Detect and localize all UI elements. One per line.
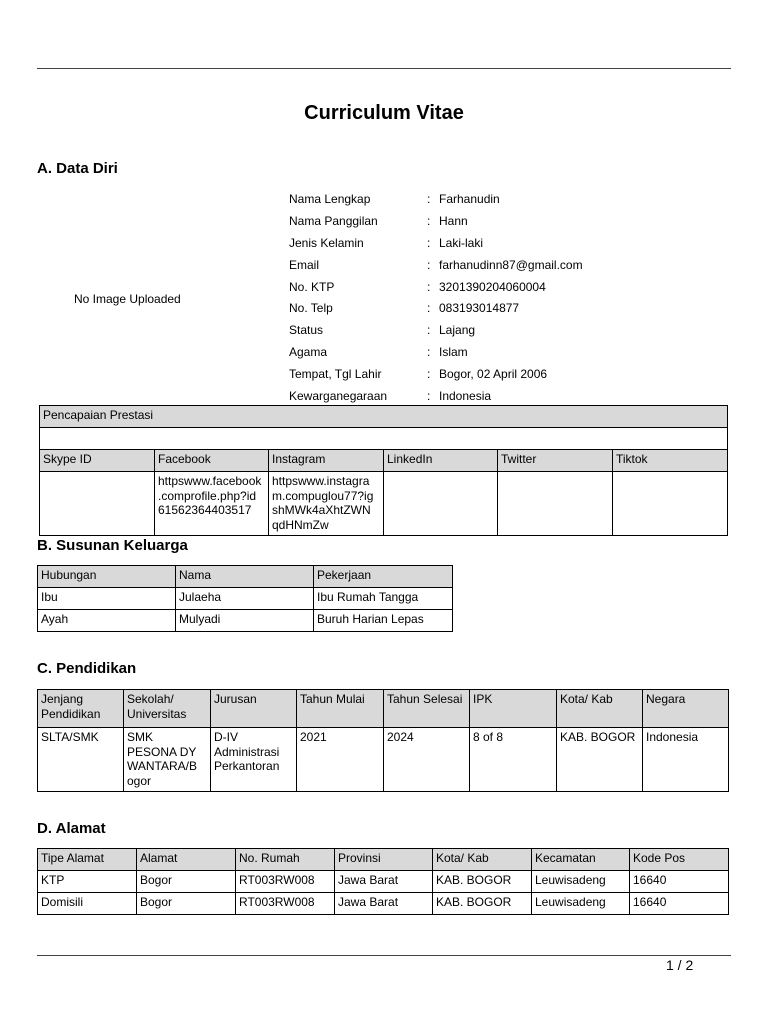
social-value-tiktok xyxy=(613,472,728,536)
info-value: Bogor, 02 April 2006 xyxy=(439,367,548,382)
social-header-linkedin: LinkedIn xyxy=(384,450,498,472)
info-label: Status xyxy=(289,323,324,338)
info-separator: : xyxy=(427,388,431,403)
table-cell: Leuwisadeng xyxy=(532,871,630,893)
table-cell: Bogor xyxy=(137,871,236,893)
personal-info-list xyxy=(289,188,729,407)
table-cell: Ibu Rumah Tangga xyxy=(314,588,453,610)
social-value-facebook: httpswww.facebook .comprofile.php?id 61562364403517 xyxy=(155,472,269,536)
info-row-status xyxy=(289,319,729,341)
keluarga-header-hubungan: Hubungan xyxy=(38,566,176,588)
table-cell: Leuwisadeng xyxy=(532,893,630,915)
bottom-divider xyxy=(37,955,731,956)
info-separator: : xyxy=(427,213,431,228)
table-row xyxy=(38,871,729,893)
info-separator: : xyxy=(427,345,431,360)
table-cell: SLTA/SMK xyxy=(38,728,124,792)
info-separator: : xyxy=(427,279,431,294)
pendidikan-header-jenjang: Jenjang Pendidikan xyxy=(38,690,124,728)
social-header-skype: Skype ID xyxy=(40,450,155,472)
pendidikan-header-tahun-mulai: Tahun Mulai xyxy=(297,690,384,728)
info-label: No. Telp xyxy=(289,301,333,316)
table-cell: KAB. BOGOR xyxy=(433,871,532,893)
pendidikan-table xyxy=(37,689,729,792)
info-value: Islam xyxy=(439,345,468,360)
table-cell: Indonesia xyxy=(643,728,729,792)
info-row-kewarganegaraan xyxy=(289,385,729,407)
social-header-tiktok: Tiktok xyxy=(613,450,728,472)
prestasi-value xyxy=(40,428,728,450)
info-separator: : xyxy=(427,191,431,206)
info-row-jenis-kelamin xyxy=(289,232,729,254)
social-header-facebook: Facebook xyxy=(155,450,269,472)
table-cell: SMK PESONA DY WANTARA/B ogor xyxy=(124,728,211,792)
info-label: Email xyxy=(289,257,320,272)
alamat-header-provinsi: Provinsi xyxy=(335,849,433,871)
table-cell: Ibu xyxy=(38,588,176,610)
info-value: farhanudinn87@gmail.com xyxy=(439,257,583,272)
info-separator: : xyxy=(427,323,431,338)
table-cell: Jawa Barat xyxy=(335,893,433,915)
info-value: Hann xyxy=(439,213,468,228)
table-cell: 8 of 8 xyxy=(470,728,557,792)
social-header-instagram: Instagram xyxy=(269,450,384,472)
pendidikan-header-negara: Negara xyxy=(643,690,729,728)
social-value-skype xyxy=(40,472,155,536)
alamat-header-kode-pos: Kode Pos xyxy=(630,849,729,871)
table-cell: Buruh Harian Lepas xyxy=(314,610,453,632)
table-cell: D-IV Administrasi Perkantoran xyxy=(211,728,297,792)
prestasi-header: Pencapaian Prestasi xyxy=(40,406,728,428)
info-value: Farhanudin xyxy=(439,191,500,206)
alamat-header-no-rumah: No. Rumah xyxy=(236,849,335,871)
info-label: Agama xyxy=(289,345,328,360)
pendidikan-header-kota: Kota/ Kab xyxy=(557,690,643,728)
info-row-agama xyxy=(289,341,729,363)
info-row-no-ktp xyxy=(289,276,729,298)
section-heading-pendidikan: C. Pendidikan xyxy=(37,660,137,677)
social-value-linkedin xyxy=(384,472,498,536)
table-cell: RT003RW008 xyxy=(236,893,335,915)
table-cell: Jawa Barat xyxy=(335,871,433,893)
table-cell: 16640 xyxy=(630,871,729,893)
social-header-twitter: Twitter xyxy=(498,450,613,472)
table-cell: RT003RW008 xyxy=(236,871,335,893)
info-row-tempat-tgl-lahir xyxy=(289,363,729,385)
table-row xyxy=(38,728,729,792)
info-label: Jenis Kelamin xyxy=(289,235,364,250)
social-value-twitter xyxy=(498,472,613,536)
table-cell: 2021 xyxy=(297,728,384,792)
info-value: Lajang xyxy=(439,323,476,338)
table-cell: Ayah xyxy=(38,610,176,632)
page-number: 1 / 2 xyxy=(666,957,694,973)
info-row-nama-panggilan xyxy=(289,210,729,232)
table-row xyxy=(38,588,453,610)
table-cell: Mulyadi xyxy=(176,610,314,632)
pendidikan-header-jurusan: Jurusan xyxy=(211,690,297,728)
section-heading-data-diri: A. Data Diri xyxy=(37,160,118,177)
table-cell: KAB. BOGOR xyxy=(433,893,532,915)
pendidikan-header-ipk: IPK xyxy=(470,690,557,728)
info-separator: : xyxy=(427,301,431,316)
alamat-header-kota: Kota/ Kab xyxy=(433,849,532,871)
keluarga-table xyxy=(37,565,453,632)
section-heading-alamat: D. Alamat xyxy=(37,820,106,837)
info-row-nama-lengkap xyxy=(289,188,729,210)
table-cell: 2024 xyxy=(384,728,470,792)
alamat-header-tipe: Tipe Alamat xyxy=(38,849,137,871)
table-cell: KAB. BOGOR xyxy=(557,728,643,792)
info-label: Tempat, Tgl Lahir xyxy=(289,367,382,382)
alamat-header-kecamatan: Kecamatan xyxy=(532,849,630,871)
info-value: 3201390204060004 xyxy=(439,279,546,294)
info-separator: : xyxy=(427,257,431,272)
info-label: Nama Lengkap xyxy=(289,191,371,206)
table-cell: Julaeha xyxy=(176,588,314,610)
info-separator: : xyxy=(427,367,431,382)
table-cell: Domisili xyxy=(38,893,137,915)
info-value: Indonesia xyxy=(439,388,492,403)
page-title: Curriculum Vitae xyxy=(304,102,464,124)
info-row-email xyxy=(289,254,729,276)
keluarga-header-pekerjaan: Pekerjaan xyxy=(314,566,453,588)
table-row xyxy=(38,893,729,915)
table-cell: Bogor xyxy=(137,893,236,915)
info-label: Nama Panggilan xyxy=(289,213,378,228)
keluarga-header-nama: Nama xyxy=(176,566,314,588)
info-separator: : xyxy=(427,235,431,250)
info-row-no-telp xyxy=(289,297,729,319)
alamat-table xyxy=(37,848,729,915)
pendidikan-header-tahun-selesai: Tahun Selesai xyxy=(384,690,470,728)
top-divider xyxy=(37,68,731,69)
pendidikan-header-sekolah: Sekolah/ Universitas xyxy=(124,690,211,728)
section-heading-keluarga: B. Susunan Keluarga xyxy=(37,537,188,554)
alamat-header-alamat: Alamat xyxy=(137,849,236,871)
prestasi-social-table xyxy=(39,405,728,536)
info-value: 083193014877 xyxy=(439,301,520,316)
info-value: Laki-laki xyxy=(439,235,484,250)
table-cell: KTP xyxy=(38,871,137,893)
social-value-instagram: httpswww.instagra m.compuglou77?ig shMWk4aXhtZWN qdHNmZw xyxy=(269,472,384,536)
photo-placeholder: No Image Uploaded xyxy=(74,292,181,306)
table-row xyxy=(38,610,453,632)
info-label: Kewarganegaraan xyxy=(289,388,388,403)
info-label: No. KTP xyxy=(289,279,335,294)
table-cell: 16640 xyxy=(630,893,729,915)
